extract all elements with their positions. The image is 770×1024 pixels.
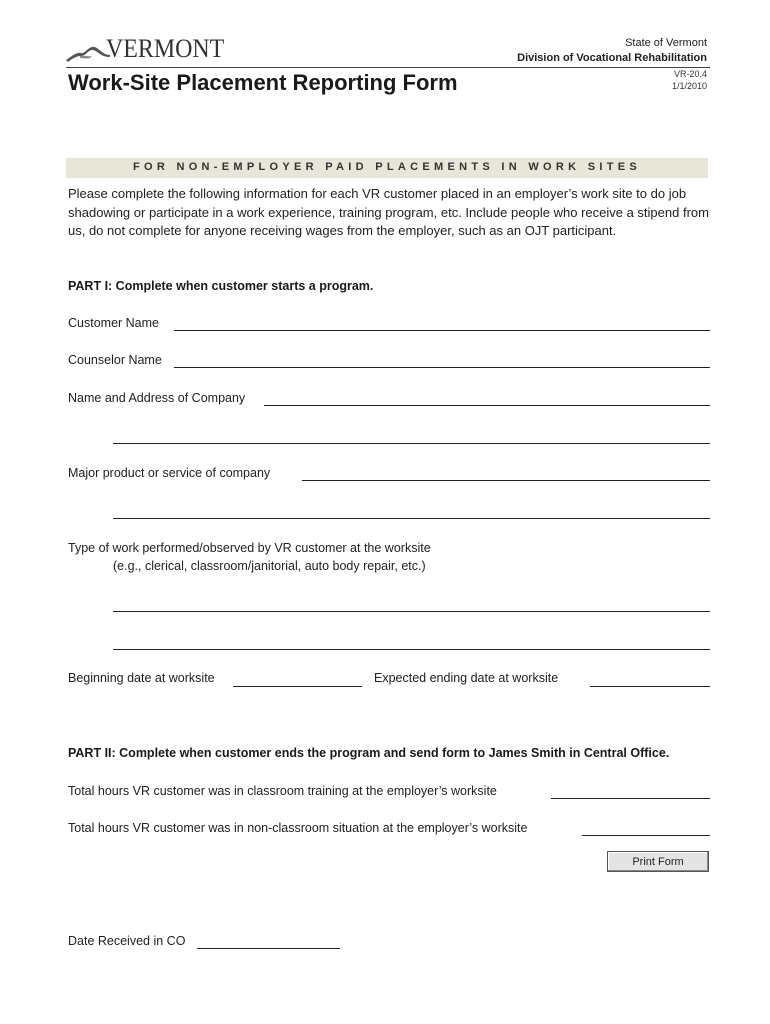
work-type-field[interactable] (113, 611, 710, 612)
part2-heading: PART II: Complete when customer ends the program and send form to James Smith in Central Office. (68, 746, 670, 760)
customer-name-field[interactable] (174, 330, 710, 331)
work-type-label: Type of work performed/observed by VR customer at the worksite (68, 541, 431, 555)
nonclassroom-hours-label: Total hours VR customer was in non-classroom situation at the employer’s worksite (68, 821, 528, 835)
page-title: Work-Site Placement Reporting Form (68, 70, 458, 95)
banner-text: FOR NON-EMPLOYER PAID PLACEMENTS IN WORK SITES (132, 161, 642, 173)
classroom-hours-field[interactable] (551, 798, 710, 799)
classroom-hours-label: Total hours VR customer was in classroom training at the employer’s worksite (68, 784, 497, 798)
mountain-logo-icon (66, 38, 110, 64)
vermont-logo (66, 36, 246, 66)
product-field[interactable] (302, 480, 710, 481)
end-date-field[interactable] (590, 686, 710, 687)
division-name: Division of Vocational Rehabilitation (517, 52, 707, 64)
begin-date-field[interactable] (233, 686, 362, 687)
section-banner (66, 158, 708, 178)
part1-heading: PART I: Complete when customer starts a program. (68, 279, 374, 293)
counselor-name-field[interactable] (174, 367, 710, 368)
counselor-name-label: Counselor Name (68, 353, 162, 367)
logo-text: VERMONT (106, 34, 225, 63)
company-label: Name and Address of Company (68, 391, 246, 405)
nonclassroom-hours-field[interactable] (582, 835, 710, 836)
header-divider (66, 67, 710, 68)
form-date: 1/1/2010 (671, 81, 707, 91)
date-received-field[interactable] (197, 948, 340, 949)
intro-paragraph: Please complete the following information for each VR customer placed in an employer’s work site to do job shadowing or participate in a work experience, training program, etc. Include people who receive a stipend from us, do not complete for anyone receiving wages from the employer, such as an OJT participant. (68, 186, 709, 238)
date-received-label: Date Received in CO (68, 934, 186, 948)
company-field[interactable] (264, 405, 710, 406)
end-date-label: Expected ending date at worksite (374, 671, 559, 685)
company-address-field[interactable] (113, 443, 710, 444)
customer-name-label: Customer Name (68, 316, 159, 330)
state-name: State of Vermont (625, 37, 707, 49)
product-label: Major product or service of company (68, 466, 271, 480)
product-field-line2[interactable] (113, 518, 710, 519)
work-type-hint: (e.g., clerical, classroom/janitorial, auto body repair, etc.) (113, 559, 426, 573)
form-number: VR-20.4 (673, 69, 707, 79)
begin-date-label: Beginning date at worksite (68, 671, 215, 685)
print-form-button[interactable]: Print Form (607, 851, 709, 872)
work-type-field-line2[interactable] (113, 649, 710, 650)
